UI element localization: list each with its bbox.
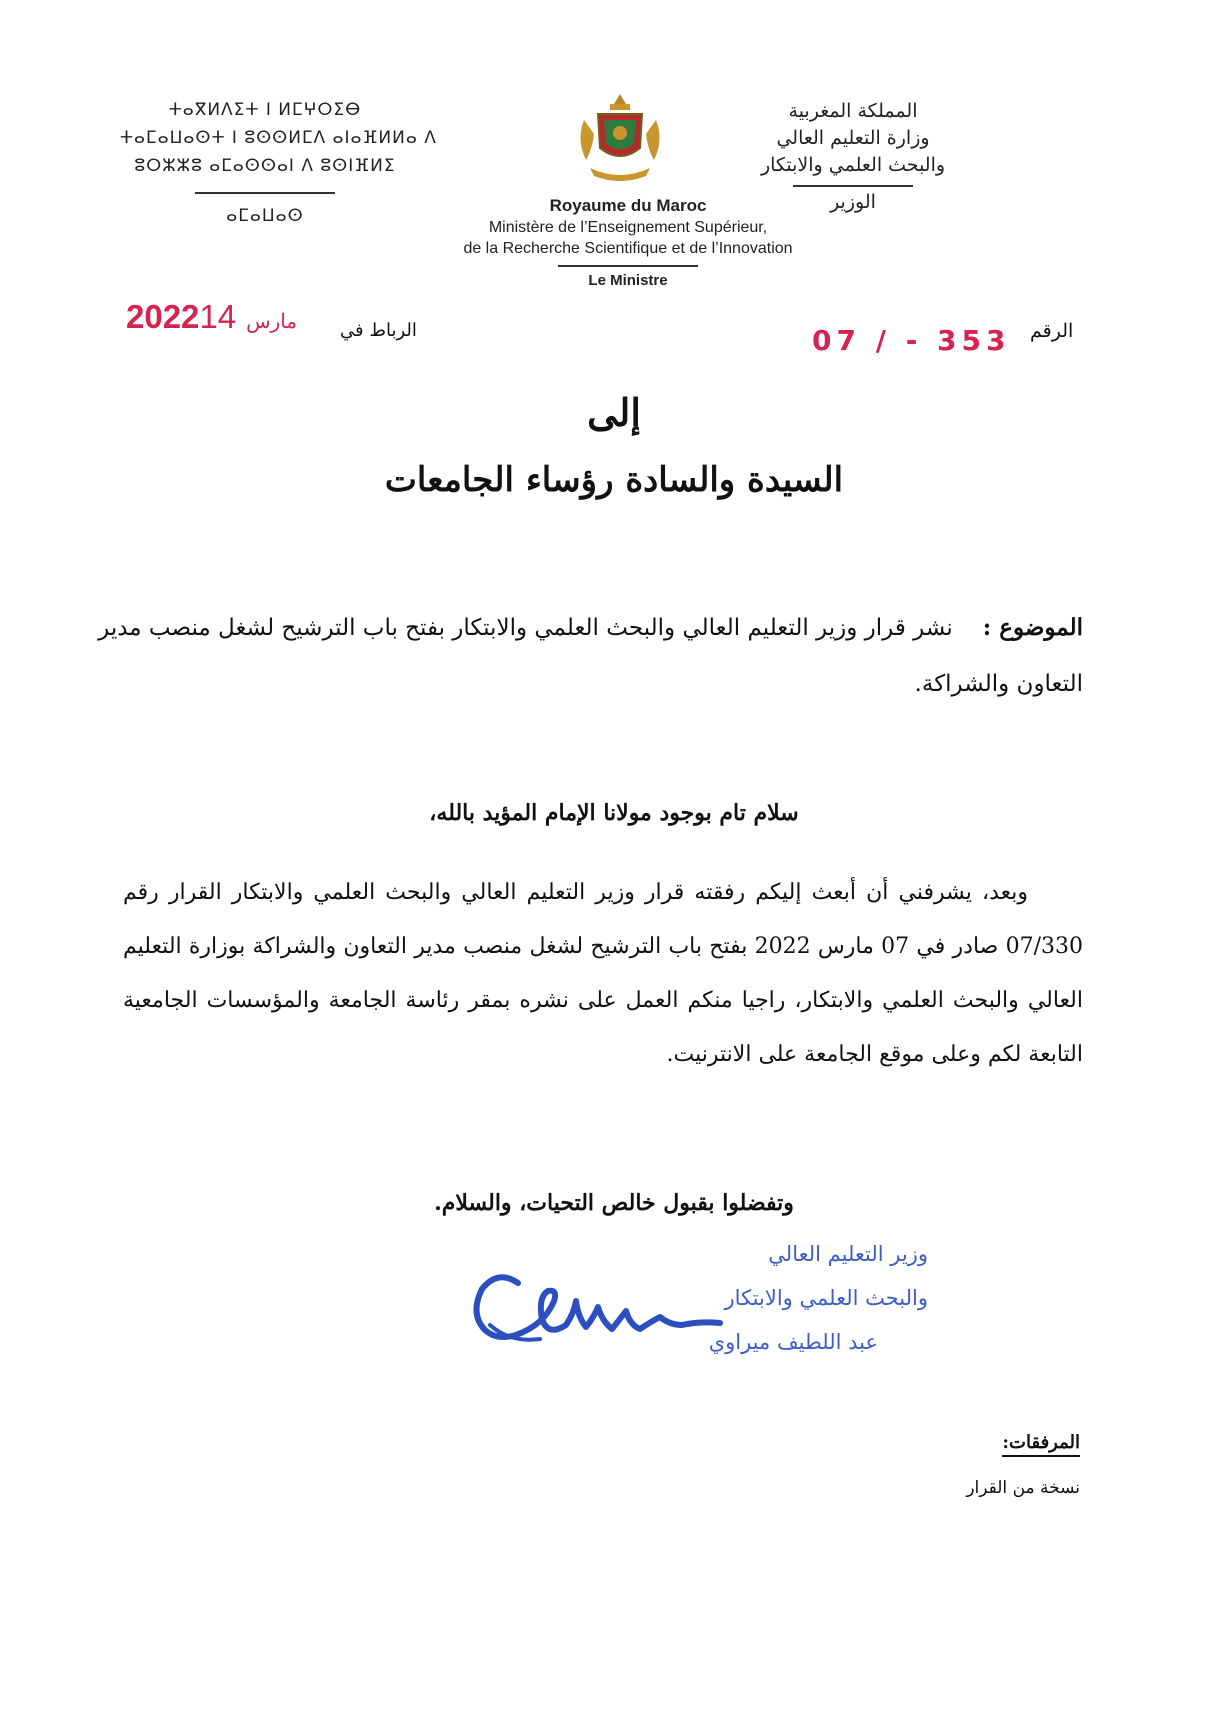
date-stamp-year: 2022 [126, 298, 200, 335]
attachments-label: المرفقات: [1002, 1432, 1080, 1457]
signature-name: عبد اللطيف ميراوي [708, 1330, 878, 1354]
coat-of-arms-emblem [570, 90, 670, 186]
tifinagh-line-4: ⴰⵎⴰⵡⴰⵙ [226, 206, 304, 226]
recipients-heading: السيدة والسادة رؤساء الجامعات [384, 460, 844, 500]
body-paragraph-block [123, 866, 1083, 1082]
tifinagh-line-2: ⵜⴰⵎⴰⵡⴰⵙⵜ ⵏ ⵓⵙⵙⵍⵎⴷ ⴰⵏⴰⴼⵍⵍⴰ ⴷ [120, 128, 437, 148]
arabic-line-3: والبحث العلمي والابتكار [760, 154, 946, 176]
date-stamp [126, 298, 307, 336]
arabic-divider [793, 185, 913, 187]
reference-number-stamp: 07 / - 353 [812, 324, 1011, 357]
french-line-3: de la Recherche Scientifique et de l’Innovation [463, 240, 793, 257]
subject-block [83, 600, 1083, 712]
arabic-line-4: الوزير [830, 191, 876, 213]
tifinagh-header [120, 96, 437, 230]
date-stamp-month: مارس [246, 311, 298, 333]
french-header [400, 195, 856, 291]
tifinagh-divider [195, 192, 335, 194]
rabat-label: الرباط في [340, 320, 417, 341]
tifinagh-line-3: ⵓⵔⵣⵣⵓ ⴰⵎⴰⵙⵙⴰⵏ ⴷ ⵓⵙⵏⴼⵍⵉ [134, 156, 396, 176]
signature-title-1: وزير التعليم العالي [768, 1242, 928, 1266]
date-stamp-day: 14 [199, 298, 237, 335]
french-line-1: Royaume du Maroc [549, 196, 707, 215]
french-line-4: Le Ministre [588, 272, 668, 289]
arabic-line-2: وزارة التعليم العالي [776, 127, 930, 149]
attachment-item: نسخة من القرار [966, 1478, 1080, 1498]
french-line-2: Ministère de l’Enseignement Supérieur, [488, 219, 768, 236]
subject-label: الموضوع : [982, 614, 1083, 641]
reference-label: الرقم [1030, 320, 1074, 342]
greeting: سلام تام بوجود مولانا الإمام المؤيد بالله، [429, 800, 799, 826]
to-heading: إلى [587, 390, 641, 435]
body-paragraph: وبعد، يشرفني أن أبعث إليكم رفقته قرار وزير التعليم العالي والبحث العلمي والابتكار القرار رقم 07/330 صادر في 07 مارس 2022 بفتح باب الترشيح لشغل منصب مدير التعاون والشراكة بوزارة التعليم العالي والبحث العلمي والابتكار، راجيا منكم العمل على نشره بمقر رئاسة الجامعة والمؤسسات الجامعية التابعة لكم وعلى موقع الجامعة على الانترنيت. [123, 880, 1084, 1067]
tifinagh-line-1: ⵜⴰⴳⵍⴷⵉⵜ ⵏ ⵍⵎⵖⵔⵉⴱ [168, 100, 362, 120]
handwritten-signature [470, 1255, 740, 1360]
subject-text: نشر قرار وزير التعليم العالي والبحث العلمي والابتكار بفتح باب الترشيح لشغل منصب مدير التعاون والشراكة. [98, 615, 1083, 697]
signature-title-2: والبحث العلمي والابتكار [724, 1286, 928, 1310]
french-divider [558, 265, 698, 267]
arabic-line-1: المملكة المغربية [788, 100, 918, 122]
closing-line: وتفضلوا بقبول خالص التحيات، والسلام. [434, 1190, 794, 1216]
